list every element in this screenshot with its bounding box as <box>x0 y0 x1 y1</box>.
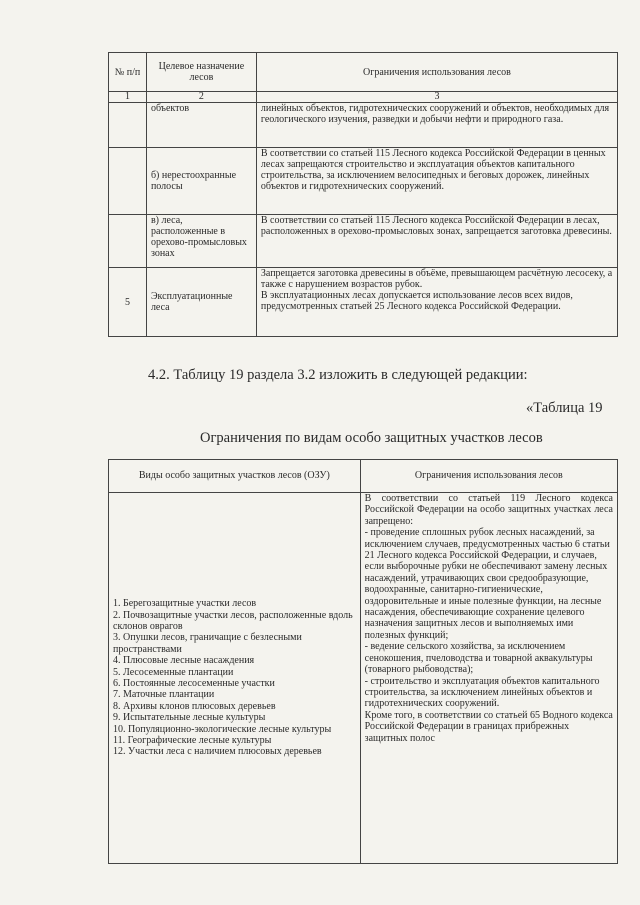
list-item: 2. Почвозащитные участки лесов, расположенные вдоль склонов оврагов <box>113 609 353 632</box>
amendment-paragraph: 4.2. Таблицу 19 раздела 3.2 изложить в следующей редакции: <box>148 367 528 383</box>
forest-purpose: объектов <box>146 103 256 148</box>
table-row <box>109 215 618 268</box>
table-row <box>109 268 618 337</box>
restriction-outro: Кроме того, в соответствии со статьей 65 Водного кодекса Российской Федерации в границах прибрежных защитных полос <box>364 709 613 744</box>
header-cell: Ограничения использования лесов <box>360 460 617 493</box>
row-number: 5 <box>109 268 147 337</box>
list-item: 4. Плюсовые лесные насаждения <box>113 655 255 667</box>
usage-restrictions: В соответствии со статьей 115 Лесного кодекса Российской Федерации в ценных лесах запрещаются строительство и эксплуатация объектов капитального строительства, за исключением велосипедных и беговых дорожек, линейных объектов и гидротехнических сооружений. <box>256 148 617 215</box>
protective-area-types <box>109 493 361 864</box>
usage-restrictions <box>256 268 617 337</box>
forest-purpose: в) леса, расположенные в орехово-промысловых зонах <box>146 215 256 268</box>
restriction-item: - строительство и эксплуатация объектов капитального строительства, за исключением линейных объектов и гидротехнических сооружений. <box>364 675 600 710</box>
table-row <box>109 148 618 215</box>
table-header-row <box>109 460 618 493</box>
restrictions-by-purpose-table <box>108 52 618 337</box>
list-item: 12. Участки леса с наличием плюсовых деревьев <box>113 746 322 758</box>
usage-restrictions <box>360 493 617 864</box>
list-item: 11. Географические лесные культуры <box>113 735 272 747</box>
header-cell: Ограничения использования лесов <box>256 53 617 92</box>
forest-purpose: Эксплуатационные леса <box>146 268 256 337</box>
column-number: 2 <box>146 92 256 103</box>
restriction-item: - проведение сплошных рубок лесных насаждений, за исключением случаев, предусмотренных частью 6 статьи 21 Лесного кодекса Российской Федерации, и случаев, если выборочные рубки не обеспечивают замену лесных насаждений, утрачивающих свои средообразующие, водоохранные, санитарно-гигиенические, оздоровительные и иные полезные функции, на лесные насаждения, обеспечивающие сохранение целевого назначения защитных лесов и выполняемых ими полезных функций; <box>364 527 610 641</box>
restriction-item: - ведение сельского хозяйства, за исключением сенокошения, пчеловодства и товарной аквакультуры (товарного рыбоводства); <box>364 641 593 676</box>
column-number: 3 <box>256 92 617 103</box>
row-number <box>109 148 147 215</box>
list-item: 3. Опушки лесов, граничащие с безлесными пространствами <box>113 632 302 655</box>
usage-restrictions: В соответствии со статьей 115 Лесного кодекса Российской Федерации в лесах, расположенных в орехово-промысловых зонах, запрещается заготовка древесины. <box>256 215 617 268</box>
table-label: «Таблица 19 <box>526 400 603 416</box>
list-item: 9. Испытательные лесные культуры <box>113 712 266 724</box>
list-item: 6. Постоянные лесосеменные участки <box>113 678 275 689</box>
column-number: 1 <box>109 92 147 103</box>
header-cell: Целевое назначение лесов <box>146 53 256 92</box>
list-item: 8. Архивы клонов плюсовых деревьев <box>113 700 276 712</box>
restriction-text: Запрещается заготовка древесины в объёме, превышающем расчётную лесосеку, а также с нарушением возрастов рубок. <box>260 268 613 290</box>
protective-areas-table <box>108 459 618 864</box>
row-number <box>109 103 147 148</box>
restriction-text: В эксплуатационных лесах допускается использование лесов всех видов, предусмотренных статьей 25 Лесного кодекса Российской Федерации. <box>260 290 573 312</box>
table-row <box>109 493 618 864</box>
table-row <box>109 103 618 148</box>
row-number <box>109 215 147 268</box>
table-header-row <box>109 53 618 92</box>
table-title: Ограничения по видам особо защитных участков лесов <box>200 430 543 446</box>
forest-purpose: б) нерестоохранные полосы <box>146 148 256 215</box>
header-cell: Виды особо защитных участков лесов (ОЗУ) <box>109 460 361 493</box>
list-item: 10. Популяционно-экологические лесные культуры <box>113 723 332 735</box>
list-item: 5. Лесосеменные плантации <box>113 666 234 678</box>
usage-restrictions: линейных объектов, гидротехнических сооружений и объектов, необходимых для геологического изучения, разведки и добычи нефти и природного газа. <box>256 103 617 148</box>
list-item: 7. Маточные плантации <box>113 689 215 701</box>
header-cell: № п/п <box>109 53 147 92</box>
table-number-row <box>109 92 618 103</box>
list-item: 1. Берегозащитные участки лесов <box>113 598 257 610</box>
restriction-intro: В соответствии со статьей 119 Лесного кодекса Российской Федерации на особо защитных участках леса запрещено: <box>364 493 613 527</box>
